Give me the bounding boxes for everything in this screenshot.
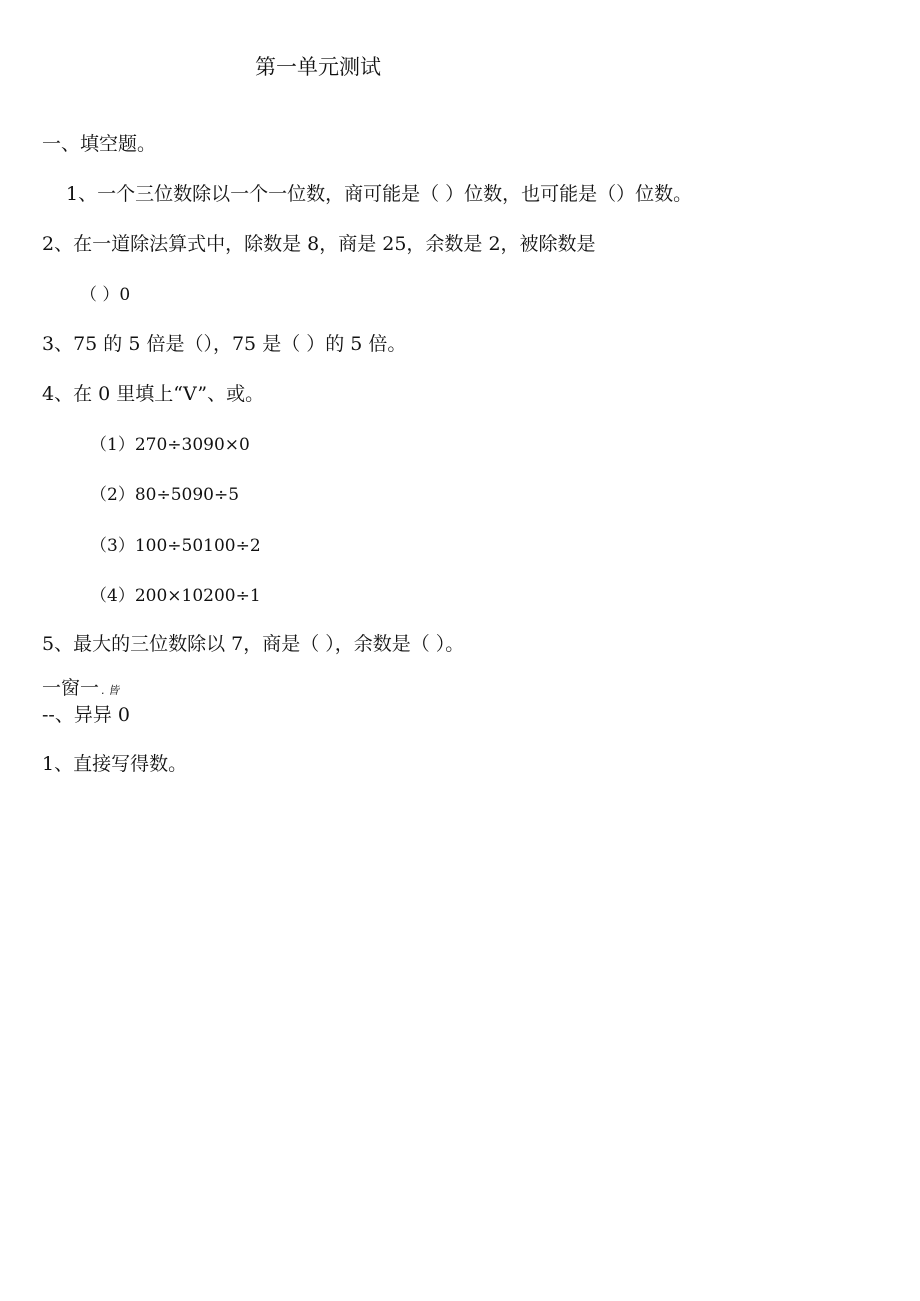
question-4-item-4: （4）200×10200÷1 (90, 586, 261, 606)
question-2-line-2: （ ）0 (80, 285, 131, 305)
question-5: 5、最大的三位数除以 7，商是（ ），余数是（ ）。 (42, 633, 465, 655)
question-4-item-2: （2）80÷5090÷5 (90, 485, 240, 505)
section-2-heading-text: 一窗一 (42, 677, 100, 699)
question-4: 4、在 0 里填上“V”、或。 (42, 383, 265, 405)
section-2-question-1: 1、直接写得数。 (42, 753, 188, 775)
section-1-heading: 一、填空题。 (42, 133, 157, 155)
question-4-item-3: （3）100÷50100÷2 (90, 536, 261, 556)
section-2-heading-glyph: . 皆 (101, 684, 120, 697)
page-title: 第一单元测试 (255, 55, 381, 79)
question-3: 3、75 的 5 倍是（），75 是（ ）的 5 倍。 (42, 333, 407, 355)
question-4-item-1: （1）270÷3090×0 (90, 435, 250, 455)
section-2-heading-line-1 (42, 676, 119, 703)
section-2-heading-line-2: --、异异 0 (42, 704, 130, 726)
question-2-line-1: 2、在一道除法算式中，除数是 8，商是 25，余数是 2，被除数是 (42, 233, 596, 255)
question-1: 1、一个三位数除以一个一位数，商可能是（ ）位数，也可能是（）位数。 (66, 183, 693, 205)
